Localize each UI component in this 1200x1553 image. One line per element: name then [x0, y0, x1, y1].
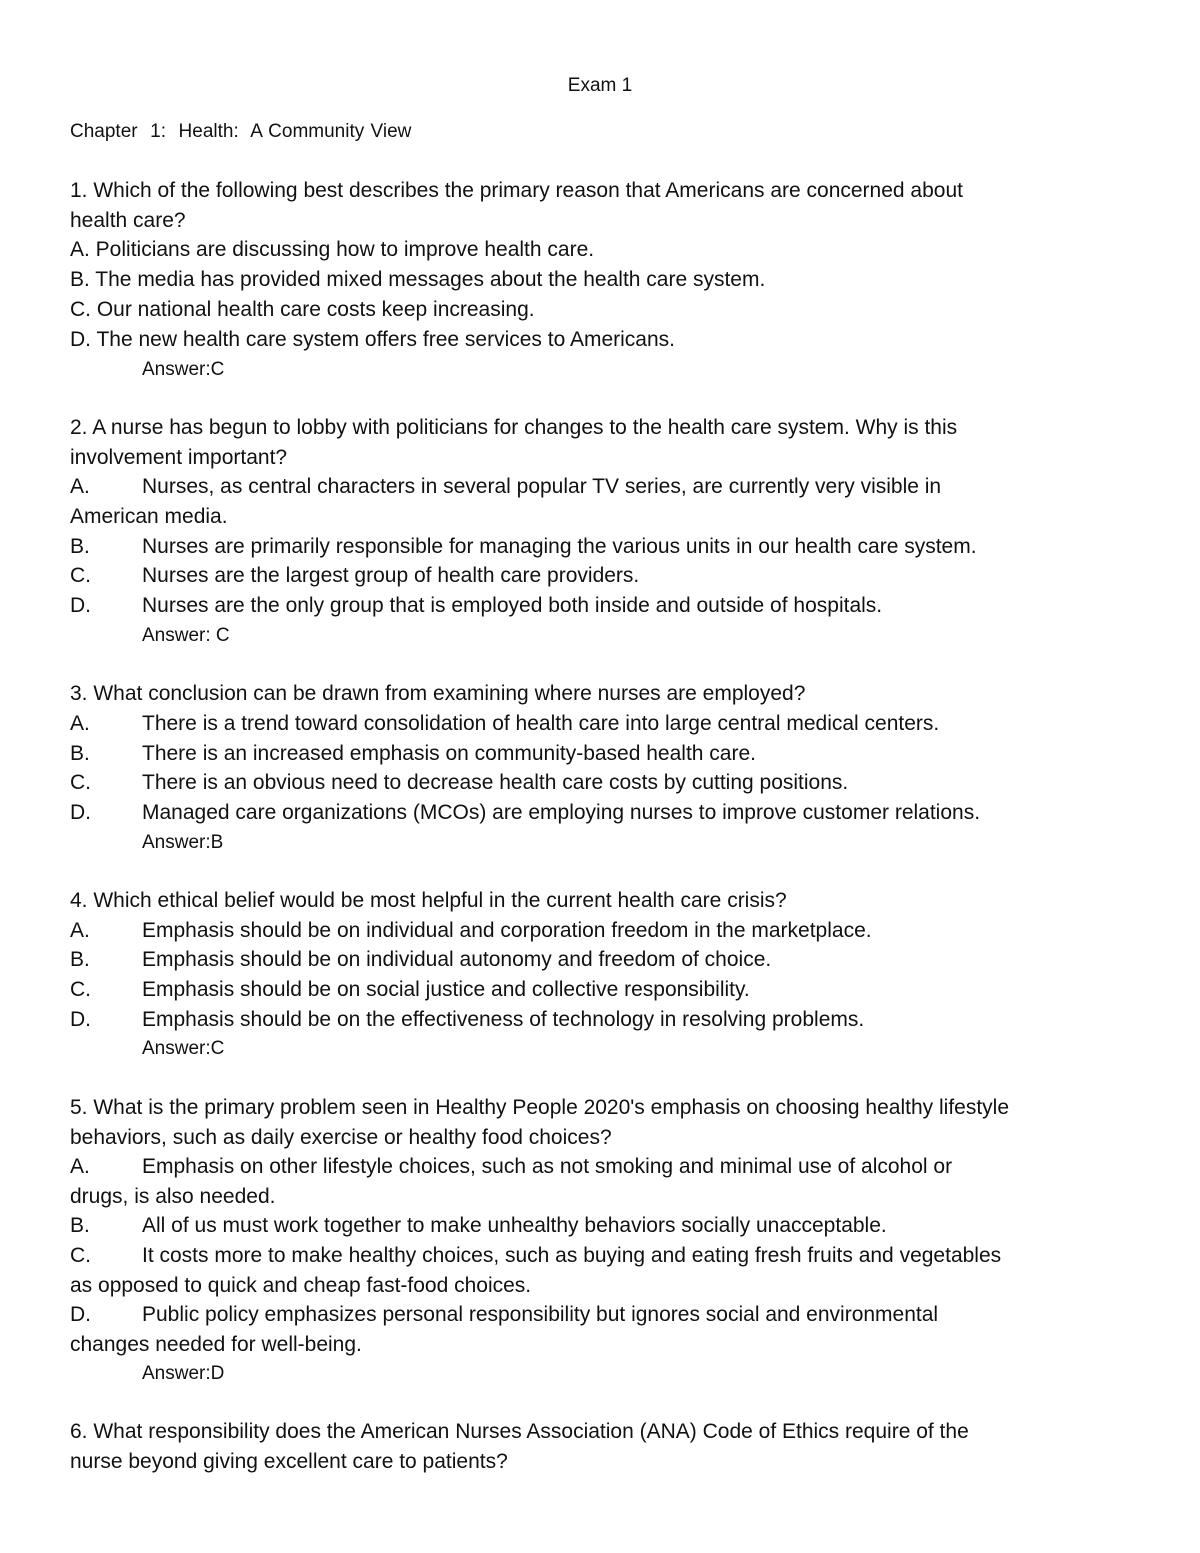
- option-text: Public policy emphasizes personal responsibility but ignores social and environmental: [142, 1303, 939, 1326]
- option-continuation: as opposed to quick and cheap fast-food choices.: [70, 1274, 532, 1297]
- answer-label: Answer: C: [142, 625, 230, 646]
- option-a: [70, 710, 939, 738]
- option-b: B. The media has provided mixed messages about the health care system.: [70, 268, 766, 291]
- option-a: [70, 473, 941, 501]
- question-stem: 1. Which of the following best describes the primary reason that Americans are concerned about: [70, 179, 963, 202]
- answer-label: Answer:B: [142, 832, 224, 853]
- option-text: Emphasis should be on individual autonomy and freedom of choice.: [142, 948, 772, 971]
- answer-label: Answer:C: [142, 1038, 225, 1059]
- option-d: [70, 799, 980, 827]
- question-stem: involvement important?: [70, 446, 288, 469]
- option-text: It costs more to make healthy choices, such as buying and eating fresh fruits and vegetables: [142, 1244, 1002, 1267]
- option-letter: D.: [70, 1008, 91, 1031]
- question-stem: 6. What responsibility does the American Nurses Association (ANA) Code of Ethics require of the: [70, 1420, 969, 1443]
- option-letter: D.: [70, 1303, 91, 1326]
- option-text: Nurses are the largest group of health care providers.: [142, 564, 640, 587]
- option-a: [70, 917, 872, 945]
- option-text: There is a trend toward consolidation of health care into large central medical centers.: [142, 712, 940, 735]
- option-b: [70, 946, 771, 974]
- option-a: [70, 1153, 952, 1181]
- option-letter: C.: [70, 771, 91, 794]
- option-c: C. Our national health care costs keep increasing.: [70, 298, 535, 321]
- question-stem: behaviors, such as daily exercise or healthy food choices?: [70, 1126, 612, 1149]
- option-continuation: drugs, is also needed.: [70, 1185, 276, 1208]
- option-b: [70, 740, 756, 768]
- option-letter: D.: [70, 594, 91, 617]
- option-b: [70, 1212, 887, 1240]
- question-stem: nurse beyond giving excellent care to patients?: [70, 1450, 508, 1473]
- option-d: [70, 1006, 864, 1034]
- option-letter: B.: [70, 948, 90, 971]
- page-title: Exam 1: [567, 75, 633, 96]
- answer-label: Answer:C: [142, 359, 225, 380]
- option-letter: B.: [70, 742, 90, 765]
- option-letter: A.: [70, 475, 90, 498]
- option-a: A. Politicians are discussing how to improve health care.: [70, 238, 595, 261]
- option-c: [70, 769, 848, 797]
- option-d: [70, 1301, 938, 1329]
- option-text: Nurses are primarily responsible for managing the various units in our health care system.: [142, 535, 977, 558]
- option-b: [70, 533, 977, 561]
- option-continuation: changes needed for well-being.: [70, 1333, 362, 1356]
- option-text: There is an obvious need to decrease health care costs by cutting positions.: [142, 771, 849, 794]
- option-letter: D.: [70, 801, 91, 824]
- option-text: Emphasis should be on individual and corporation freedom in the marketplace.: [142, 919, 872, 942]
- question-stem: 2. A nurse has begun to lobby with politicians for changes to the health care system. Why is this: [70, 416, 958, 439]
- option-d: D. The new health care system offers free services to Americans.: [70, 328, 675, 351]
- question-stem: 4. Which ethical belief would be most helpful in the current health care crisis?: [70, 889, 787, 912]
- option-text: Emphasis on other lifestyle choices, such as not smoking and minimal use of alcohol or: [142, 1155, 953, 1178]
- question-stem: 5. What is the primary problem seen in Healthy People 2020's emphasis on choosing healthy lifestyle: [70, 1096, 1010, 1119]
- option-text: Nurses are the only group that is employed both inside and outside of hospitals.: [142, 594, 883, 617]
- option-letter: C.: [70, 1244, 91, 1267]
- option-text: Nurses, as central characters in several popular TV series, are currently very visible in: [142, 475, 942, 498]
- chapter-heading: Chapter 1: Health: A Community View: [70, 121, 412, 142]
- option-c: [70, 976, 750, 1004]
- option-letter: A.: [70, 1155, 90, 1178]
- option-d: [70, 592, 882, 620]
- option-c: [70, 562, 639, 590]
- option-text: Managed care organizations (MCOs) are employing nurses to improve customer relations.: [142, 801, 981, 824]
- answer-label: Answer:D: [142, 1363, 225, 1384]
- option-text: Emphasis should be on social justice and collective responsibility.: [142, 978, 750, 1001]
- option-letter: A.: [70, 919, 90, 942]
- question-stem: health care?: [70, 209, 186, 232]
- option-letter: C.: [70, 564, 91, 587]
- option-c: [70, 1242, 1001, 1270]
- option-letter: C.: [70, 978, 91, 1001]
- option-continuation: American media.: [70, 505, 228, 528]
- option-text: All of us must work together to make unhealthy behaviors socially unacceptable.: [142, 1214, 887, 1237]
- option-text: Emphasis should be on the effectiveness of technology in resolving problems.: [142, 1008, 865, 1031]
- option-letter: B.: [70, 1214, 90, 1237]
- question-stem: 3. What conclusion can be drawn from examining where nurses are employed?: [70, 682, 806, 705]
- option-text: There is an increased emphasis on community-based health care.: [142, 742, 756, 765]
- option-letter: B.: [70, 535, 90, 558]
- option-letter: A.: [70, 712, 90, 735]
